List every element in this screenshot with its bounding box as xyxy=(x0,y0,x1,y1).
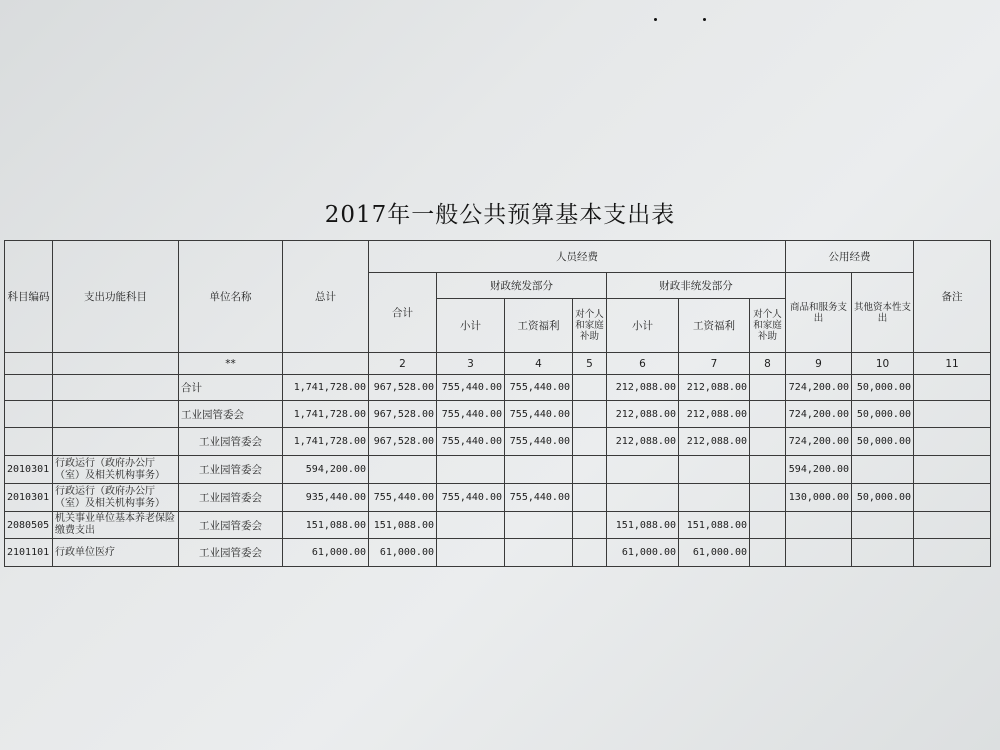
cell-unit: 工业园管委会 xyxy=(179,484,283,512)
header-total: 总计 xyxy=(283,241,369,353)
header-personnel-total: 合计 xyxy=(369,273,437,353)
cell-unit: 合计 xyxy=(179,375,283,401)
cell-capital: 50,000.00 xyxy=(852,428,914,456)
cell-code xyxy=(5,401,53,428)
cell-personnel-total: 755,440.00 xyxy=(369,484,437,512)
header-unit: 单位名称 xyxy=(179,241,283,353)
index-cell: 4 xyxy=(505,353,573,375)
cell-personnel-total: 151,088.00 xyxy=(369,512,437,539)
cell-unit: 工业园管委会 xyxy=(179,456,283,484)
header-personnel: 人员经费 xyxy=(369,241,786,273)
cell-unified-subtotal xyxy=(437,456,505,484)
cell-nonunified-wage: 212,088.00 xyxy=(679,375,750,401)
table-row xyxy=(5,484,991,512)
index-cell: 8 xyxy=(750,353,786,375)
cell-unified-wage: 755,440.00 xyxy=(505,484,573,512)
cell-nonunified-subtotal: 212,088.00 xyxy=(607,401,679,428)
cell-nonunified-subsidy xyxy=(750,484,786,512)
cell-code: 2010301 xyxy=(5,456,53,484)
cell-goods: 724,200.00 xyxy=(786,428,852,456)
cell-code: 2080505 xyxy=(5,512,53,539)
index-cell: 7 xyxy=(679,353,750,375)
cell-nonunified-wage: 212,088.00 xyxy=(679,401,750,428)
cell-function: 行政运行（政府办公厅（室）及相关机构事务） xyxy=(53,484,179,512)
cell-total: 594,200.00 xyxy=(283,456,369,484)
header-wage: 工资福利 xyxy=(505,299,573,353)
cell-unified-subtotal xyxy=(437,512,505,539)
cell-personnel-total: 61,000.00 xyxy=(369,539,437,567)
cell-total: 61,000.00 xyxy=(283,539,369,567)
cell-function xyxy=(53,401,179,428)
index-cell: 11 xyxy=(914,353,991,375)
cell-unified-subsidy xyxy=(573,375,607,401)
header-row-1 xyxy=(5,241,991,273)
header-subsidy: 对个人和家庭补助 xyxy=(573,299,607,353)
cell-nonunified-subsidy xyxy=(750,456,786,484)
cell-total: 1,741,728.00 xyxy=(283,375,369,401)
cell-nonunified-subsidy xyxy=(750,512,786,539)
header-remark: 备注 xyxy=(914,241,991,353)
cell-unified-subtotal: 755,440.00 xyxy=(437,484,505,512)
index-cell: 6 xyxy=(607,353,679,375)
cell-capital: 50,000.00 xyxy=(852,401,914,428)
cell-nonunified-subtotal xyxy=(607,484,679,512)
cell-nonunified-subtotal: 212,088.00 xyxy=(607,428,679,456)
header-fin-non-unified: 财政非统发部分 xyxy=(607,273,786,299)
cell-personnel-total: 967,528.00 xyxy=(369,428,437,456)
cell-remark xyxy=(914,484,991,512)
header-subtotal-2: 小计 xyxy=(607,299,679,353)
index-cell xyxy=(53,353,179,375)
cell-capital: 50,000.00 xyxy=(852,484,914,512)
cell-total: 151,088.00 xyxy=(283,512,369,539)
cell-nonunified-subsidy xyxy=(750,401,786,428)
index-cell: 3 xyxy=(437,353,505,375)
table-row xyxy=(5,512,991,539)
index-cell: ** xyxy=(179,353,283,375)
header-public: 公用经费 xyxy=(786,241,914,273)
page-title: 2017年一般公共预算基本支出表 xyxy=(324,202,676,228)
cell-nonunified-wage xyxy=(679,456,750,484)
cell-nonunified-wage: 151,088.00 xyxy=(679,512,750,539)
cell-function xyxy=(53,375,179,401)
cell-code: 2101101 xyxy=(5,539,53,567)
cell-total: 1,741,728.00 xyxy=(283,428,369,456)
index-cell: 9 xyxy=(786,353,852,375)
table-row xyxy=(5,375,991,401)
header-code: 科目编码 xyxy=(5,241,53,353)
speck-mark xyxy=(703,18,706,21)
table-row xyxy=(5,401,991,428)
cell-unified-subtotal: 755,440.00 xyxy=(437,428,505,456)
cell-goods: 724,200.00 xyxy=(786,375,852,401)
cell-unit: 工业园管委会 xyxy=(179,539,283,567)
cell-personnel-total: 967,528.00 xyxy=(369,401,437,428)
header-fin-unified: 财政统发部分 xyxy=(437,273,607,299)
cell-nonunified-wage xyxy=(679,484,750,512)
index-row xyxy=(5,353,991,375)
header-wage-2: 工资福利 xyxy=(679,299,750,353)
cell-goods: 724,200.00 xyxy=(786,401,852,428)
cell-unified-subsidy xyxy=(573,456,607,484)
cell-unit: 工业园管委会 xyxy=(179,401,283,428)
cell-nonunified-subtotal: 212,088.00 xyxy=(607,375,679,401)
cell-unified-wage xyxy=(505,456,573,484)
cell-function xyxy=(53,428,179,456)
cell-unified-wage xyxy=(505,512,573,539)
cell-goods xyxy=(786,539,852,567)
header-function: 支出功能科目 xyxy=(53,241,179,353)
cell-nonunified-wage: 212,088.00 xyxy=(679,428,750,456)
cell-unified-subsidy xyxy=(573,484,607,512)
cell-nonunified-subsidy xyxy=(750,428,786,456)
cell-code xyxy=(5,428,53,456)
cell-unit: 工业园管委会 xyxy=(179,512,283,539)
index-cell xyxy=(5,353,53,375)
header-other-capital: 其他资本性支出 xyxy=(852,273,914,353)
cell-unified-subsidy xyxy=(573,428,607,456)
cell-nonunified-subtotal xyxy=(607,456,679,484)
cell-code xyxy=(5,375,53,401)
cell-remark xyxy=(914,512,991,539)
cell-capital xyxy=(852,512,914,539)
cell-capital xyxy=(852,456,914,484)
cell-unified-subsidy xyxy=(573,401,607,428)
cell-code: 2010301 xyxy=(5,484,53,512)
cell-unified-subsidy xyxy=(573,539,607,567)
cell-unit: 工业园管委会 xyxy=(179,428,283,456)
cell-nonunified-subsidy xyxy=(750,539,786,567)
header-goods-services: 商品和服务支出 xyxy=(786,273,852,353)
cell-unified-wage: 755,440.00 xyxy=(505,428,573,456)
table-row xyxy=(5,539,991,567)
cell-remark xyxy=(914,539,991,567)
cell-remark xyxy=(914,375,991,401)
index-cell xyxy=(283,353,369,375)
cell-goods: 130,000.00 xyxy=(786,484,852,512)
cell-goods: 594,200.00 xyxy=(786,456,852,484)
index-cell: 5 xyxy=(573,353,607,375)
cell-remark xyxy=(914,401,991,428)
cell-remark xyxy=(914,428,991,456)
index-cell: 2 xyxy=(369,353,437,375)
table-row xyxy=(5,428,991,456)
cell-personnel-total: 967,528.00 xyxy=(369,375,437,401)
cell-function: 行政单位医疗 xyxy=(53,539,179,567)
speck-mark xyxy=(654,18,657,21)
budget-table xyxy=(4,240,991,567)
cell-function: 行政运行（政府办公厅（室）及相关机构事务） xyxy=(53,456,179,484)
cell-capital xyxy=(852,539,914,567)
header-subsidy-2: 对个人和家庭补助 xyxy=(750,299,786,353)
cell-function: 机关事业单位基本养老保险缴费支出 xyxy=(53,512,179,539)
cell-capital: 50,000.00 xyxy=(852,375,914,401)
cell-nonunified-wage: 61,000.00 xyxy=(679,539,750,567)
cell-unified-wage xyxy=(505,539,573,567)
cell-unified-subtotal: 755,440.00 xyxy=(437,401,505,428)
index-cell: 10 xyxy=(852,353,914,375)
cell-nonunified-subsidy xyxy=(750,375,786,401)
cell-goods xyxy=(786,512,852,539)
cell-unified-subsidy xyxy=(573,512,607,539)
cell-unified-wage: 755,440.00 xyxy=(505,401,573,428)
header-subtotal: 小计 xyxy=(437,299,505,353)
cell-remark xyxy=(914,456,991,484)
table-row xyxy=(5,456,991,484)
cell-nonunified-subtotal: 151,088.00 xyxy=(607,512,679,539)
cell-nonunified-subtotal: 61,000.00 xyxy=(607,539,679,567)
cell-unified-wage: 755,440.00 xyxy=(505,375,573,401)
cell-unified-subtotal: 755,440.00 xyxy=(437,375,505,401)
cell-total: 935,440.00 xyxy=(283,484,369,512)
cell-unified-subtotal xyxy=(437,539,505,567)
cell-personnel-total xyxy=(369,456,437,484)
cell-total: 1,741,728.00 xyxy=(283,401,369,428)
